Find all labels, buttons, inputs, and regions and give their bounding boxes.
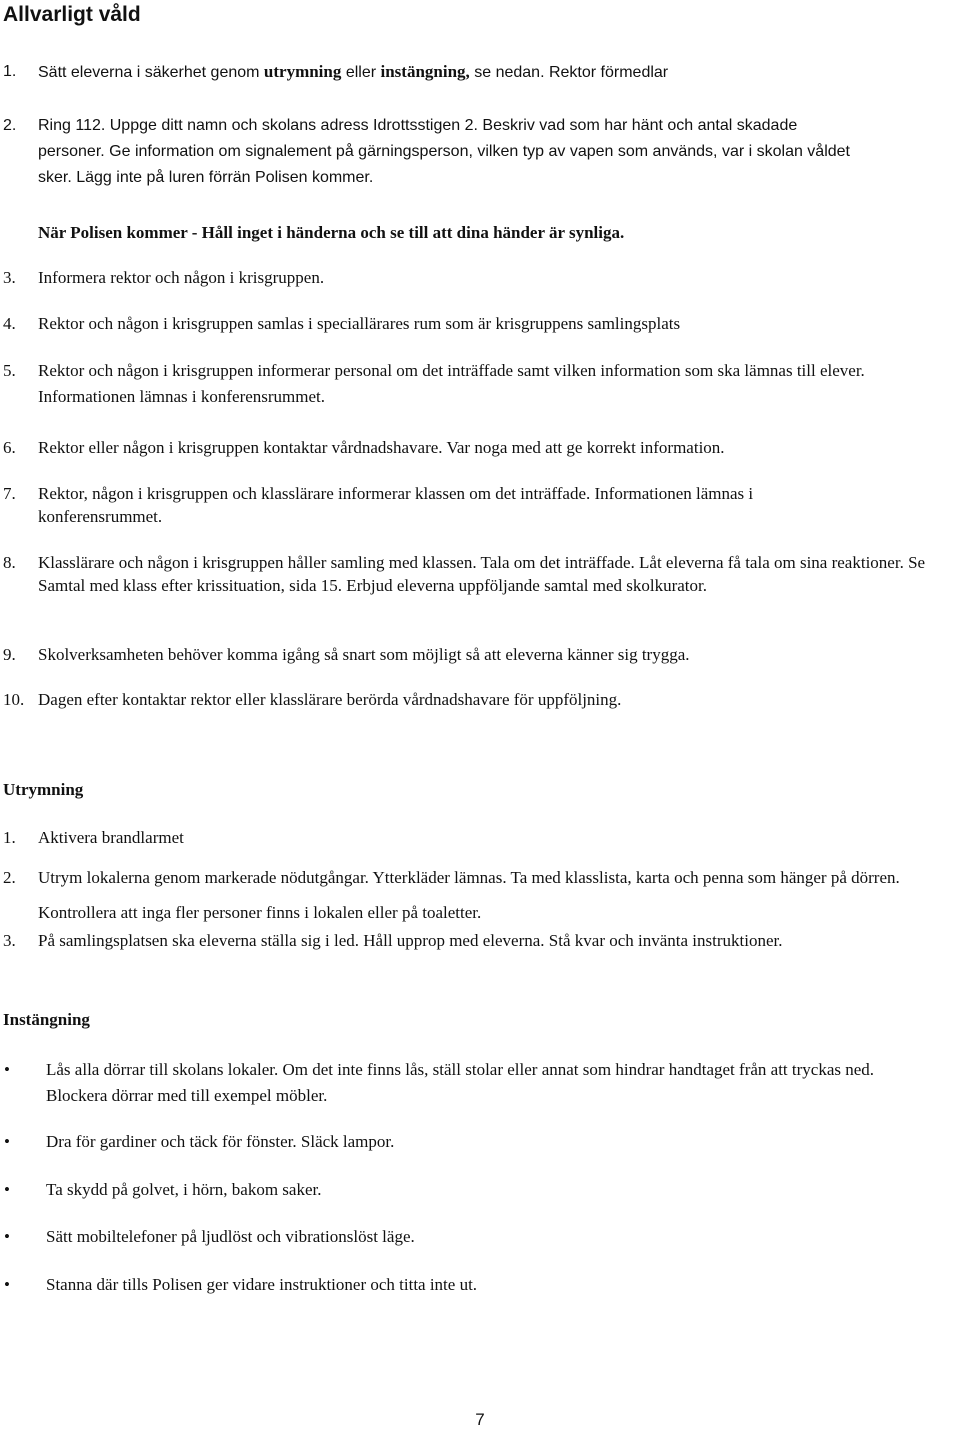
- list-text: Sätt eleverna i säkerhet genom utrymning eller instängning, se nedan. Rektor förmedlar: [38, 62, 669, 81]
- list-text: Informera rektor och någon i krisgruppen.: [38, 268, 325, 287]
- page-title: Allvarligt våld: [3, 3, 141, 26]
- list-text: Dagen efter kontaktar rektor eller klasslärare berörda vårdnadshavare för uppföljning.: [38, 690, 622, 709]
- list-text: Ring 112. Uppge ditt namn och skolans adress Idrottsstigen 2. Beskriv vad som har hänt och antal skadade personer. Ge information om signalement på gärningsperson, vilken typ av vapen som används, var i skolan våldet sker. Lägg inte på luren förrän Polisen kommer.: [38, 117, 850, 186]
- bullet-text: Stanna där tills Polisen ger vidare instruktioner och titta inte ut.: [46, 1275, 478, 1294]
- police-note: När Polisen kommer - Håll inget i händerna och se till att dina händer är synliga.: [38, 223, 625, 242]
- list-text: Aktivera brandlarmet: [38, 828, 184, 847]
- list-number: 2.: [3, 117, 17, 134]
- bullet-icon: •: [4, 1227, 10, 1246]
- bullet-text: Ta skydd på golvet, i hörn, bakom saker.: [46, 1180, 322, 1199]
- list-number: 7.: [3, 484, 16, 503]
- page-number: 7: [475, 1410, 485, 1429]
- section-heading-utrymning: Utrymning: [3, 780, 84, 799]
- list-number: 10.: [3, 690, 25, 709]
- list-item: [0, 827, 960, 849]
- list-item: [0, 644, 960, 666]
- list-number: 3.: [3, 268, 16, 287]
- list-text: Rektor och någon i krisgruppen samlas i speciallärares rum som är krisgruppens samlingsplats: [38, 314, 681, 333]
- section-heading-instangning: Instängning: [3, 1010, 90, 1029]
- list-text: Skolverksamheten behöver komma igång så snart som möjligt så att eleverna känner sig trygga.: [38, 645, 690, 664]
- bullet-text: Sätt mobiltelefoner på ljudlöst och vibrationslöst läge.: [46, 1227, 415, 1246]
- list-number: 6.: [3, 438, 16, 457]
- list-number: 1.: [3, 828, 16, 847]
- bullet-item: [0, 1179, 960, 1201]
- bullet-icon: •: [4, 1132, 10, 1151]
- list-item: [0, 930, 960, 952]
- list-item: [0, 689, 960, 711]
- list-text: Utrym lokalerna genom markerade nödutgångar. Ytterkläder lämnas. Ta med klasslista, karta och penna som hänger på dörren. Kontrollera att inga fler personer finns i lokalen eller på toaletter.: [38, 868, 900, 922]
- list-item: [0, 437, 960, 459]
- list-text: På samlingsplatsen ska eleverna ställa sig i led. Håll upprop med eleverna. Stå kvar och invänta instruktioner.: [38, 931, 783, 950]
- bullet-text: Lås alla dörrar till skolans lokaler. Om det inte finns lås, ställ stolar eller annat som hindrar handtaget från att tryckas ned. Blockera dörrar med till exempel möbler.: [46, 1060, 875, 1105]
- list-number: 3.: [3, 931, 16, 950]
- list-number: 8.: [3, 553, 16, 572]
- list-text: Rektor och någon i krisgruppen informerar personal om det inträffade samt vilken information som ska lämnas till elever. Informationen lämnas i konferensrummet.: [38, 361, 865, 406]
- list-number: 2.: [3, 868, 16, 887]
- list-number: 9.: [3, 645, 16, 664]
- list-item: [0, 267, 960, 289]
- emphasis-utrymning: utrymning: [263, 62, 342, 81]
- bullet-text: Dra för gardiner och täck för fönster. Släck lampor.: [46, 1132, 395, 1151]
- bullet-item: [0, 1274, 960, 1296]
- list-number: 1.: [3, 63, 17, 80]
- list-text: Rektor, någon i krisgruppen och klasslärare informerar klassen om det inträffade. Informationen lämnas i konferensrummet.: [38, 484, 754, 526]
- bullet-icon: •: [4, 1275, 10, 1294]
- list-item: [0, 313, 960, 335]
- emphasis-instangning: instängning,: [380, 62, 470, 81]
- list-number: 5.: [3, 361, 16, 380]
- bullet-item: [0, 1131, 960, 1153]
- bullet-item: [0, 1226, 960, 1248]
- list-number: 4.: [3, 314, 16, 333]
- bullet-icon: •: [4, 1180, 10, 1199]
- bullet-icon: •: [4, 1060, 10, 1079]
- list-text: Rektor eller någon i krisgruppen kontaktar vårdnadshavare. Var noga med att ge korrekt information.: [38, 438, 725, 457]
- list-text: Klasslärare och någon i krisgruppen håller samling med klassen. Tala om det inträffade. Låt eleverna få tala om sina reaktioner. Se Samtal med klass efter krissituation, sida 15. Erbjud eleverna uppföljande samtal med skolkurator.: [38, 553, 926, 595]
